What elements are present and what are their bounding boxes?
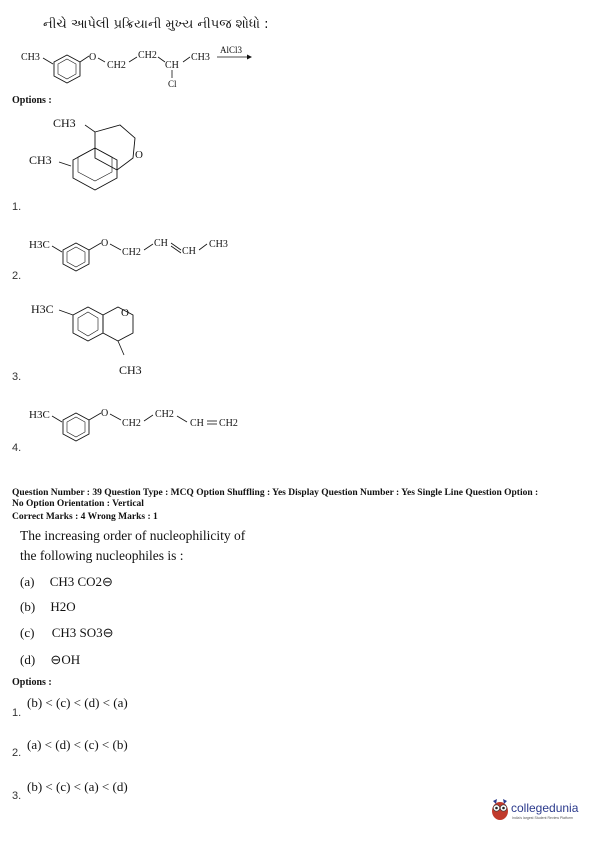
opt4-h3c: H3C: [29, 409, 50, 421]
question-prompt: નીચે આપેલી પ્રક્રિયાની મુખ્ય નીપજ શોધો :: [43, 17, 269, 32]
collegedunia-logo: [490, 795, 590, 825]
opt2-ch-a: CH: [154, 238, 168, 249]
option-2-structure: [25, 228, 255, 273]
logo-name: collegedunia: [511, 801, 579, 815]
option-1-number[interactable]: 1.: [12, 201, 22, 213]
reactant-structure: [15, 40, 275, 92]
reactant-ch2b-label: CH2: [138, 50, 157, 61]
choice-b-label: (b): [20, 599, 36, 614]
choice-d-formula: ⊖OH: [50, 652, 81, 667]
reactant-ch2a-label: CH2: [107, 60, 126, 71]
q2-option-2-number[interactable]: 2.: [12, 747, 22, 759]
opt1-ch3-top: CH3: [53, 116, 76, 130]
opt4-ch2a: CH2: [122, 418, 141, 429]
choice-b-formula: H2O: [50, 599, 76, 614]
owl-icon: [490, 797, 510, 821]
opt4-ch: CH: [190, 418, 204, 429]
choice-a: [20, 574, 113, 590]
opt1-ch3-side: CH3: [29, 153, 52, 167]
reactant-ch3-label: CH3: [21, 52, 40, 63]
opt3-h3c: H3C: [31, 302, 54, 316]
reagent-label: AlCl3: [220, 45, 243, 55]
opt3-ch3: CH3: [119, 363, 142, 377]
choice-c-formula: CH3 SO3⊖: [51, 625, 114, 640]
q2-option-3-text[interactable]: (b) < (c) < (a) < (d): [27, 779, 128, 794]
question-meta-line1: Question Number : 39 Question Type : MCQ Option Shuffling : Yes Display Question Number : Yes Single Line Question Option :: [12, 488, 539, 498]
q2-option-1-text[interactable]: (b) < (c) < (d) < (a): [27, 695, 128, 710]
option-4-number[interactable]: 4.: [12, 442, 22, 454]
choice-b: [20, 599, 76, 615]
opt4-ch2b: CH2: [155, 409, 174, 420]
option-3-structure: [25, 295, 195, 380]
choice-a-formula: CH3 CO2⊖: [49, 574, 113, 589]
opt2-ch2: CH2: [122, 247, 141, 258]
question-text-line1: The increasing order of nucleophilicity of: [20, 528, 246, 543]
options-label-q1: Options :: [12, 95, 52, 106]
reactant-o-label: O: [89, 52, 97, 63]
option-3-number[interactable]: 3.: [12, 371, 22, 383]
choice-a-label: (a): [20, 574, 35, 589]
option-4-structure: [25, 400, 265, 445]
q2-option-1-number[interactable]: 1.: [12, 707, 22, 719]
opt4-ch2c: CH2: [219, 418, 238, 429]
opt4-o: O: [101, 408, 109, 419]
choice-c: [20, 625, 114, 641]
option-2-number[interactable]: 2.: [12, 270, 22, 282]
choice-d-label: (d): [20, 652, 36, 667]
reactant-ch-label: CH: [165, 60, 179, 71]
q2-option-3-number[interactable]: 3.: [12, 790, 22, 802]
opt2-ch3: CH3: [209, 239, 228, 250]
opt2-o: O: [101, 238, 109, 249]
choice-d: [20, 652, 80, 668]
option-1-structure: [25, 110, 165, 200]
question-meta-line2: No Option Orientation : Vertical: [12, 499, 144, 509]
opt2-h3c: H3C: [29, 239, 50, 251]
reactant-ch3b-label: CH3: [191, 52, 210, 63]
q2-option-2-text[interactable]: (a) < (d) < (c) < (b): [27, 737, 128, 752]
options-label-q2: Options :: [12, 677, 52, 688]
opt1-o: O: [135, 149, 143, 161]
reactant-cl-label: Cl: [168, 79, 177, 89]
question-meta-line3: Correct Marks : 4 Wrong Marks : 1: [12, 512, 158, 522]
choice-c-label: (c): [20, 625, 35, 640]
opt2-ch-b: CH: [182, 246, 196, 257]
logo-tagline: India's largest Student Review Platform: [512, 816, 573, 820]
question-text-line2: the following nucleophiles is :: [20, 548, 184, 563]
opt3-o: O: [121, 307, 129, 319]
